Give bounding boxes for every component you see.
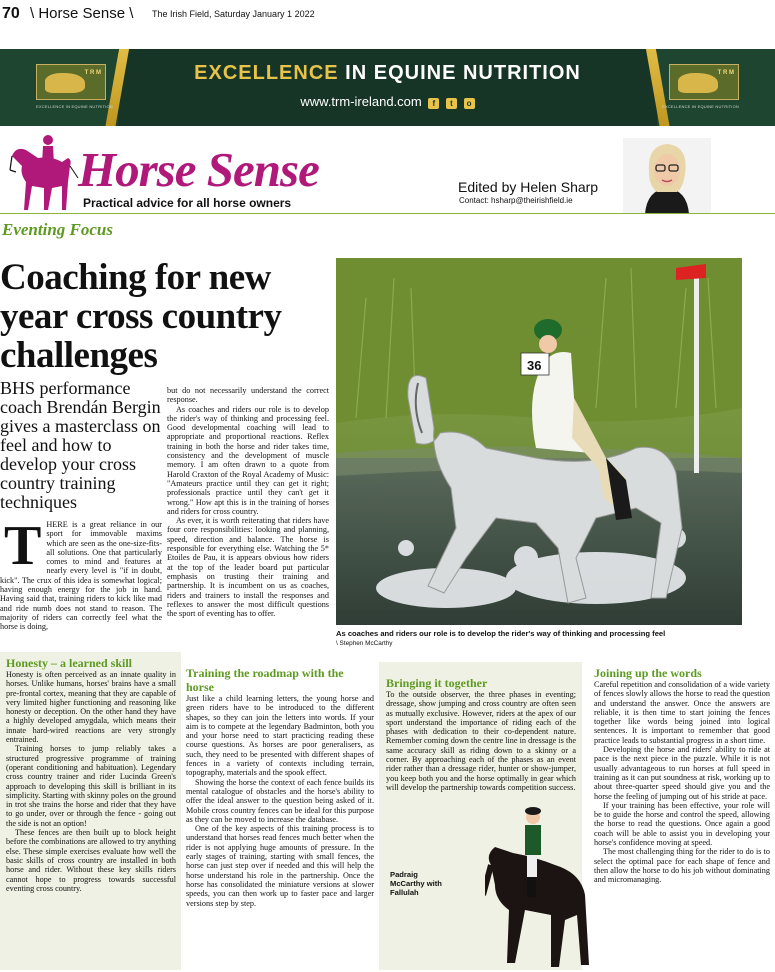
paragraph: Careful repetition and consolidation of a wide variety of fences slowly allows the horse to read the question and understand the answer. Once the answers are reliable, it is then time to start joining the fences together like words being joined into logical sentences. It is important to remember that good practice leads to substantial progress in a short time. bbox=[594, 680, 770, 745]
paragraph: To the outside observer, the three phases in eventing; dressage, show jumping and cross country are often seen as mutually exclusive. However, riders at the apex of our sport understand the importance of riding each of the phases with dedication to their co-dependent nature. Remember coming down the centre line in dressage is the same accuracy skill as riding down to a skinny or a corner. By approaching each of the phases as an event rider rather than a dressage rider, hunter or show-jumper, you keep both you and the horse optimally in gear which will develop the partnership towards competition success. bbox=[386, 690, 576, 792]
paragraph: Developing the horse and riders' ability to ride at pace is the next piece in the puzzle. While it is not usually advantageous to run horses at full speed in training as it can put soundness at risk, working up to about three-quarter speed should give you and the horse the feeling of jumping out of his stride at pace. bbox=[594, 745, 770, 801]
paragraph: As ever, it is worth reiterating that riders have four core responsibilities: looking and planning, speed, direction and balance. The horse is responsible for everything else. Watching the 5* Etoiles de Pau, it is appears obvious how riders at the top of the leader board put particular emphasis on trusting their training and partnership. It is incumbent on us as coaches, riders and trainers to install the responses and reflexes to answer the most difficult questions the sport of eventing has to offer. bbox=[167, 516, 329, 619]
paragraph: Training horses to jump reliably takes a structured progressive programme of training (operant conditioning and habituation). Legendary cross country trainer and rider Lucinda Green's approach to developing this skill is brilliant in its simplicity. Starting with skinny poles on the ground in trot she trains the horse and rider that they have to go under, over or through the fence - going out the side is not an option! bbox=[6, 744, 176, 828]
section-title: Training the roadmap with the horse bbox=[186, 666, 344, 694]
paragraph: Just like a child learning letters, the young horse and green riders have to be introduced to the different shapes, so they can join the letters into words. If your aim is to compete at the legendary Badminton, both you and your horse need to start practicing reading these course questions. As horses are poor generalisers, as such, they need to be presented with different shapes of fences in a variety of contexts including terrain, topography, materials and the spook effect. bbox=[186, 694, 374, 778]
paragraph: The most challenging thing for the rider to do is to select the optimal pace for each shape of fence and then allow the horse to do his job without dominating and micromanaging. bbox=[594, 847, 770, 885]
twitter-icon[interactable]: t bbox=[446, 98, 457, 109]
article-standfirst: BHS performance coach Brendán Bergin gives a masterclass on feel and how to develop your cross country training techniques bbox=[0, 378, 161, 512]
section-name: \ Horse Sense \ bbox=[30, 5, 134, 22]
ad-headline: EXCELLENCE IN EQUINE NUTRITION bbox=[194, 62, 581, 84]
page-number: 70 bbox=[2, 5, 20, 22]
section-title: Joining up the words bbox=[594, 666, 702, 680]
section-roadmap bbox=[186, 666, 374, 908]
article-intro bbox=[0, 515, 162, 632]
ad-url[interactable]: www.trm-ireland.com f t o bbox=[0, 94, 775, 109]
logo-subtitle-left: EXCELLENCE IN EQUINE NUTRITION bbox=[36, 104, 113, 109]
trm-logo-left: T R M bbox=[36, 64, 106, 100]
editor-photo bbox=[623, 138, 711, 214]
editor-contact[interactable]: Contact: hsharp@theirishfield.ie bbox=[459, 196, 573, 205]
section-honesty bbox=[6, 656, 176, 893]
paragraph: These fences are then built up to block height before the combinations are allowed to try anything else. These simple exercises evaluate how well the basic skills of cross country are installed in both horse and rider. Without these key skills riders cannot hope to progress towards successful eventing cross country. bbox=[6, 828, 176, 893]
paragraph: but do not necessarily understand the correct response. bbox=[167, 386, 329, 405]
section-title: Bringing it together bbox=[386, 676, 488, 690]
paragraph: Honesty is often perceived as an innate quality in horses. Unlike humans, horses' brains have a small pre-frontal cortex, meaning that they are capable of very limited higher functioning and reasoning like honesty or deception. On the other hand they have a highly developed amygdala, which means their innate hard-wired reactions are very strongly entrained. bbox=[6, 670, 176, 745]
section-title: Honesty – a learned skill bbox=[6, 656, 133, 670]
masthead-tagline: Practical advice for all horse owners bbox=[83, 196, 292, 210]
section-joining-words bbox=[594, 666, 770, 885]
paragraph: If your training has been effective, your role will be to guide the horse and control the speed, allowing the horse to read the questions. Once again a good coach will be able to assist you in developing your horse's confidence moving at speed. bbox=[594, 800, 770, 848]
publication-date: The Irish Field, Saturday January 1 2022 bbox=[152, 9, 315, 19]
bib-number: 36 bbox=[527, 358, 542, 373]
page-header bbox=[0, 0, 775, 30]
article-headline: Coaching for new year cross country challenges bbox=[0, 257, 282, 376]
intro-text: HERE is a great reliance in our sport for immovable maxims which are seen as the one-size-fits-all solutions. One that particularly comes to mind and features at nearly every level is "if in doubt, kick". The crux of this idea is somewhat logical; having enough energy for the job in hand. Having said that, training riders to kick like mad and ride numb does not stand to reason. The majority of riders can correctly feel what the horse is doing, bbox=[0, 520, 162, 632]
masthead-title: Horse Sense bbox=[78, 142, 319, 197]
photo-credit: \ Stephen McCarthy bbox=[336, 640, 393, 647]
trm-logo-right: T R M bbox=[669, 64, 739, 100]
paragraph: One of the key aspects of this training process is to understand that horses read fences much better when the rider is not applying huge amounts of pressure. In the early stages of training, starting with small fences, the horse can just step over if needed and this will help the horse understand his role in the partnership. Once the horse has consolidated the miniature versions at slower speeds, you can then work up to faster pace and larger versions step by step. bbox=[186, 824, 374, 908]
horse-rider-logo-icon bbox=[8, 130, 80, 212]
article-column-2 bbox=[167, 386, 329, 618]
section-bringing-together bbox=[386, 676, 576, 792]
paragraph: Showing the horse the context of each fence builds its mental catalogue of obstacles and the horse's ability to offer the ideal answer to the question being asked of it. Mobile cross country fences can be ideal for this purpose as they can be moved to increase the database. bbox=[186, 777, 374, 824]
facebook-icon[interactable]: f bbox=[428, 98, 439, 109]
drop-cap: T bbox=[4, 515, 42, 577]
section-kicker: Eventing Focus bbox=[2, 220, 113, 239]
masthead-rule bbox=[0, 213, 775, 214]
trm-advert[interactable] bbox=[0, 49, 775, 126]
dressage-horse-photo bbox=[485, 795, 593, 970]
main-photo-horse-water bbox=[336, 258, 742, 625]
photo-label: Padraig McCarthy with Fallulah bbox=[390, 870, 442, 897]
editor-credit: Edited by Helen Sharp bbox=[458, 179, 599, 195]
logo-subtitle-right: EXCELLENCE IN EQUINE NUTRITION bbox=[662, 104, 739, 109]
photo-caption: As coaches and riders our role is to develop the rider's way of thinking and processing feel bbox=[336, 629, 666, 638]
masthead bbox=[0, 130, 775, 216]
instagram-icon[interactable]: o bbox=[464, 98, 475, 109]
paragraph: As coaches and riders our role is to develop the rider's way of thinking and processing feel. Good developmental coaching will lead to appropriate and proportional reactions. Reflex training in both the horse and rider takes time, consistency and the development of muscle memory. I am often drawn to a quote from Harold Craxton of the Royal Academy of Music: "Amateurs practice until they can get it right; professionals practice until they can't get it wrong." How apt this is in the training of horses and riders for cross country. bbox=[167, 404, 329, 516]
